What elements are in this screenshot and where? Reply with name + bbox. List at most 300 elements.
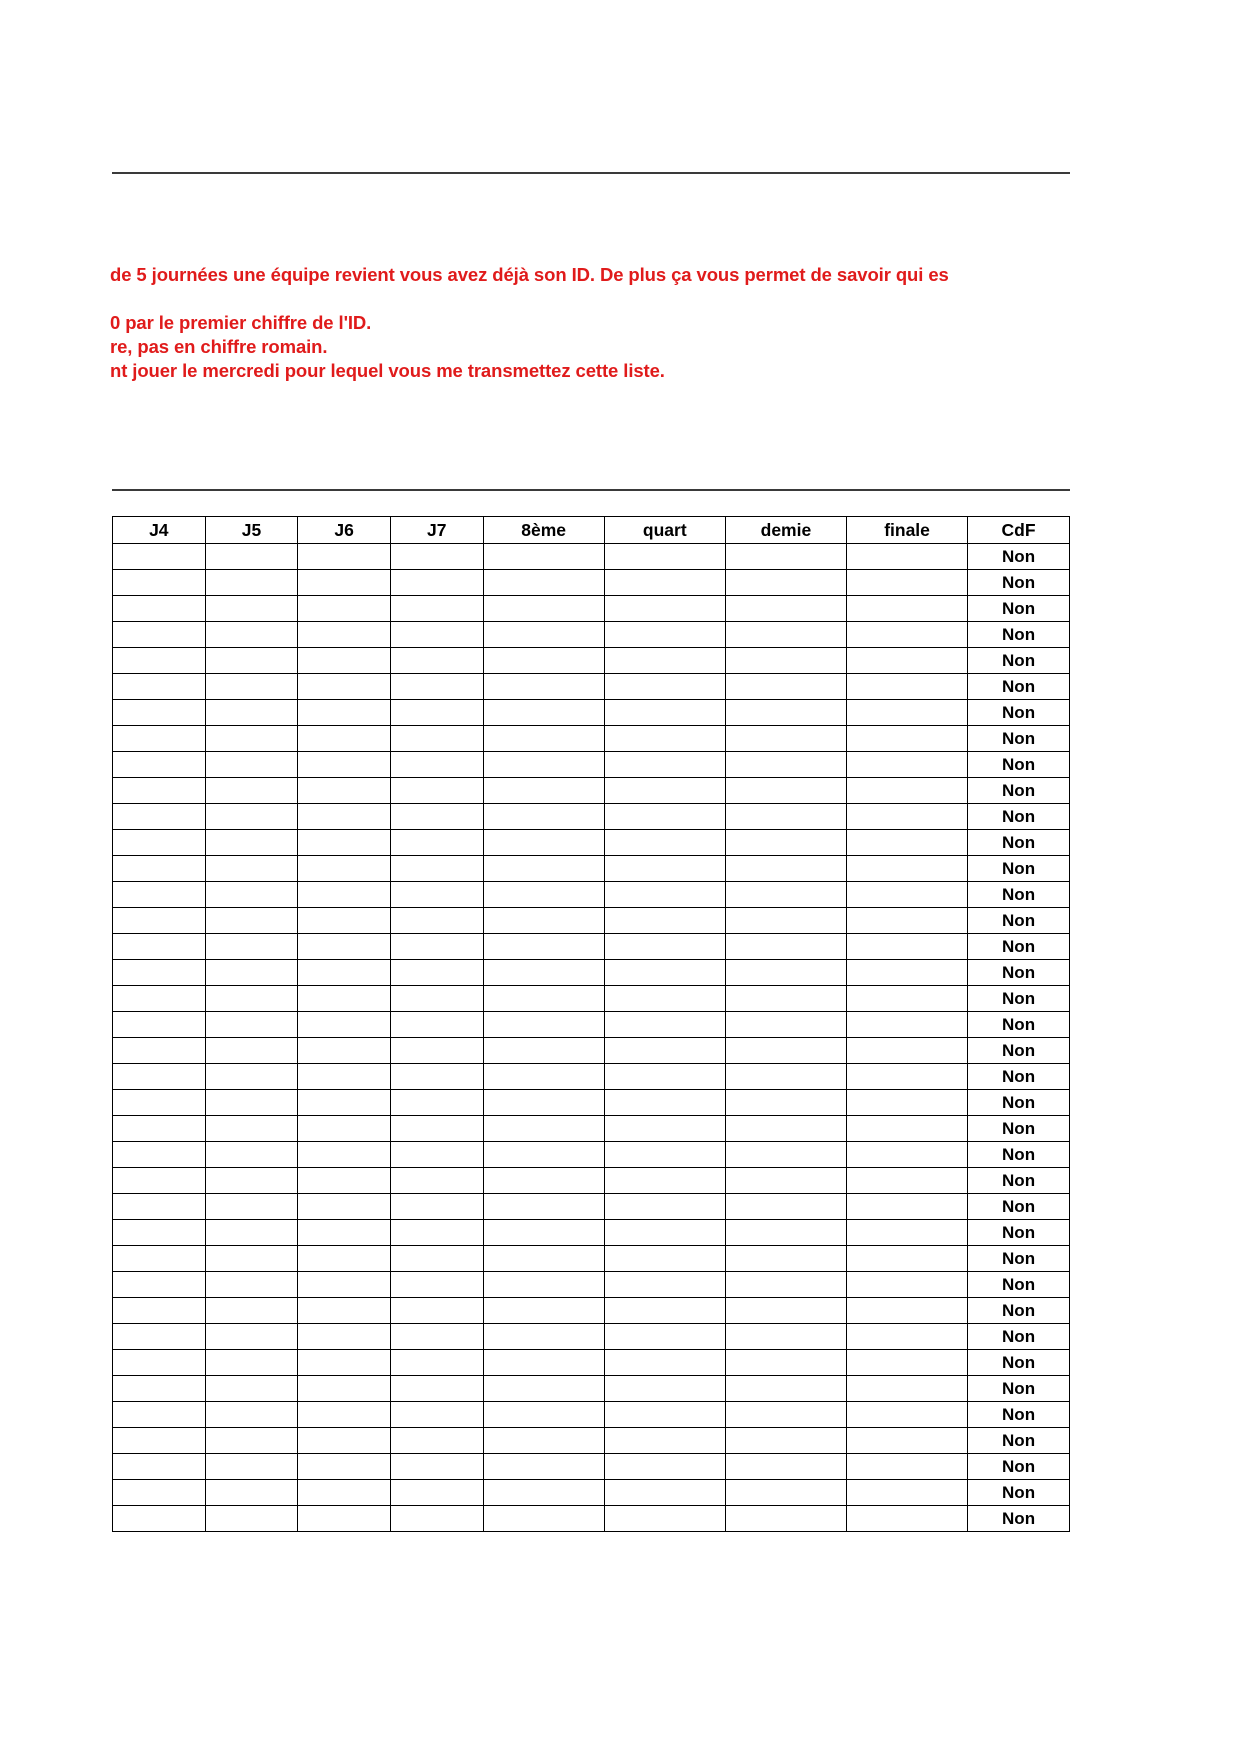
- cell-j6[interactable]: [298, 1194, 391, 1220]
- cell-finale[interactable]: [846, 1142, 967, 1168]
- cell-8-me[interactable]: [483, 960, 604, 986]
- cell-quart[interactable]: [604, 1272, 725, 1298]
- cell-8-me[interactable]: [483, 1246, 604, 1272]
- cell-demie[interactable]: [725, 544, 846, 570]
- cell-8-me[interactable]: [483, 1064, 604, 1090]
- cell-j4[interactable]: [113, 1064, 206, 1090]
- cell-finale[interactable]: [846, 1428, 967, 1454]
- cell-j5[interactable]: [205, 1064, 298, 1090]
- cell-j7[interactable]: [390, 596, 483, 622]
- cell-finale[interactable]: [846, 1064, 967, 1090]
- cell-cdf[interactable]: Non: [968, 934, 1070, 960]
- cell-j7[interactable]: [390, 960, 483, 986]
- cell-j7[interactable]: [390, 1506, 483, 1532]
- cell-cdf[interactable]: Non: [968, 830, 1070, 856]
- cell-8-me[interactable]: [483, 1428, 604, 1454]
- cell-cdf[interactable]: Non: [968, 1064, 1070, 1090]
- cell-demie[interactable]: [725, 1246, 846, 1272]
- cell-cdf[interactable]: Non: [968, 700, 1070, 726]
- cell-finale[interactable]: [846, 1038, 967, 1064]
- table-column-header-8-me[interactable]: 8ème: [483, 517, 604, 544]
- cell-j7[interactable]: [390, 908, 483, 934]
- cell-demie[interactable]: [725, 778, 846, 804]
- cell-j7[interactable]: [390, 1376, 483, 1402]
- cell-j5[interactable]: [205, 882, 298, 908]
- cell-quart[interactable]: [604, 1480, 725, 1506]
- cell-j5[interactable]: [205, 1168, 298, 1194]
- cell-j5[interactable]: [205, 1272, 298, 1298]
- cell-demie[interactable]: [725, 908, 846, 934]
- cell-8-me[interactable]: [483, 1142, 604, 1168]
- cell-j6[interactable]: [298, 1064, 391, 1090]
- cell-j7[interactable]: [390, 700, 483, 726]
- cell-quart[interactable]: [604, 726, 725, 752]
- cell-cdf[interactable]: Non: [968, 1246, 1070, 1272]
- cell-finale[interactable]: [846, 1194, 967, 1220]
- cell-8-me[interactable]: [483, 882, 604, 908]
- cell-quart[interactable]: [604, 1402, 725, 1428]
- cell-j4[interactable]: [113, 830, 206, 856]
- cell-j5[interactable]: [205, 1506, 298, 1532]
- cell-j6[interactable]: [298, 1350, 391, 1376]
- cell-j6[interactable]: [298, 1272, 391, 1298]
- cell-finale[interactable]: [846, 804, 967, 830]
- cell-j5[interactable]: [205, 830, 298, 856]
- cell-cdf[interactable]: Non: [968, 1298, 1070, 1324]
- cell-cdf[interactable]: Non: [968, 1324, 1070, 1350]
- cell-j5[interactable]: [205, 1220, 298, 1246]
- table-column-header-j7[interactable]: J7: [390, 517, 483, 544]
- cell-demie[interactable]: [725, 934, 846, 960]
- cell-quart[interactable]: [604, 1064, 725, 1090]
- table-column-header-quart[interactable]: quart: [604, 517, 725, 544]
- cell-8-me[interactable]: [483, 1402, 604, 1428]
- cell-j4[interactable]: [113, 960, 206, 986]
- cell-j5[interactable]: [205, 648, 298, 674]
- cell-8-me[interactable]: [483, 1324, 604, 1350]
- cell-finale[interactable]: [846, 1480, 967, 1506]
- cell-j5[interactable]: [205, 674, 298, 700]
- cell-j5[interactable]: [205, 544, 298, 570]
- cell-j4[interactable]: [113, 1454, 206, 1480]
- cell-j4[interactable]: [113, 1220, 206, 1246]
- cell-j4[interactable]: [113, 622, 206, 648]
- cell-j7[interactable]: [390, 986, 483, 1012]
- cell-cdf[interactable]: Non: [968, 1038, 1070, 1064]
- cell-8-me[interactable]: [483, 908, 604, 934]
- cell-quart[interactable]: [604, 622, 725, 648]
- cell-j5[interactable]: [205, 960, 298, 986]
- cell-j5[interactable]: [205, 934, 298, 960]
- cell-j5[interactable]: [205, 1298, 298, 1324]
- cell-finale[interactable]: [846, 1402, 967, 1428]
- cell-j4[interactable]: [113, 570, 206, 596]
- cell-j7[interactable]: [390, 1064, 483, 1090]
- cell-finale[interactable]: [846, 726, 967, 752]
- cell-demie[interactable]: [725, 1220, 846, 1246]
- cell-j4[interactable]: [113, 752, 206, 778]
- cell-j6[interactable]: [298, 570, 391, 596]
- cell-demie[interactable]: [725, 752, 846, 778]
- cell-j6[interactable]: [298, 882, 391, 908]
- cell-j7[interactable]: [390, 1402, 483, 1428]
- cell-j4[interactable]: [113, 882, 206, 908]
- cell-cdf[interactable]: Non: [968, 544, 1070, 570]
- cell-j4[interactable]: [113, 1194, 206, 1220]
- cell-cdf[interactable]: Non: [968, 622, 1070, 648]
- cell-j7[interactable]: [390, 1142, 483, 1168]
- cell-finale[interactable]: [846, 1220, 967, 1246]
- cell-finale[interactable]: [846, 1350, 967, 1376]
- cell-j6[interactable]: [298, 830, 391, 856]
- cell-quart[interactable]: [604, 1428, 725, 1454]
- cell-cdf[interactable]: Non: [968, 778, 1070, 804]
- cell-8-me[interactable]: [483, 700, 604, 726]
- cell-8-me[interactable]: [483, 726, 604, 752]
- cell-cdf[interactable]: Non: [968, 1350, 1070, 1376]
- cell-j6[interactable]: [298, 1298, 391, 1324]
- cell-finale[interactable]: [846, 752, 967, 778]
- cell-cdf[interactable]: Non: [968, 1272, 1070, 1298]
- cell-cdf[interactable]: Non: [968, 1168, 1070, 1194]
- cell-8-me[interactable]: [483, 1220, 604, 1246]
- cell-8-me[interactable]: [483, 1272, 604, 1298]
- cell-8-me[interactable]: [483, 1090, 604, 1116]
- cell-quart[interactable]: [604, 1350, 725, 1376]
- cell-cdf[interactable]: Non: [968, 908, 1070, 934]
- cell-j7[interactable]: [390, 1272, 483, 1298]
- cell-j6[interactable]: [298, 648, 391, 674]
- cell-j6[interactable]: [298, 856, 391, 882]
- cell-j7[interactable]: [390, 1428, 483, 1454]
- cell-demie[interactable]: [725, 804, 846, 830]
- cell-j4[interactable]: [113, 1272, 206, 1298]
- cell-demie[interactable]: [725, 1376, 846, 1402]
- cell-j4[interactable]: [113, 1428, 206, 1454]
- cell-j4[interactable]: [113, 648, 206, 674]
- cell-j5[interactable]: [205, 1012, 298, 1038]
- cell-j6[interactable]: [298, 1246, 391, 1272]
- cell-j4[interactable]: [113, 908, 206, 934]
- cell-cdf[interactable]: Non: [968, 1116, 1070, 1142]
- cell-cdf[interactable]: Non: [968, 1480, 1070, 1506]
- cell-finale[interactable]: [846, 1506, 967, 1532]
- cell-demie[interactable]: [725, 1506, 846, 1532]
- cell-8-me[interactable]: [483, 1480, 604, 1506]
- cell-j7[interactable]: [390, 1038, 483, 1064]
- cell-cdf[interactable]: Non: [968, 570, 1070, 596]
- cell-demie[interactable]: [725, 1350, 846, 1376]
- cell-j5[interactable]: [205, 726, 298, 752]
- cell-8-me[interactable]: [483, 596, 604, 622]
- cell-j5[interactable]: [205, 1454, 298, 1480]
- cell-j7[interactable]: [390, 1090, 483, 1116]
- cell-8-me[interactable]: [483, 1376, 604, 1402]
- cell-cdf[interactable]: Non: [968, 856, 1070, 882]
- cell-8-me[interactable]: [483, 856, 604, 882]
- cell-quart[interactable]: [604, 778, 725, 804]
- cell-8-me[interactable]: [483, 622, 604, 648]
- cell-j4[interactable]: [113, 1324, 206, 1350]
- cell-quart[interactable]: [604, 596, 725, 622]
- cell-j4[interactable]: [113, 1012, 206, 1038]
- cell-j5[interactable]: [205, 1038, 298, 1064]
- cell-j4[interactable]: [113, 1402, 206, 1428]
- cell-j6[interactable]: [298, 622, 391, 648]
- cell-finale[interactable]: [846, 1116, 967, 1142]
- cell-8-me[interactable]: [483, 830, 604, 856]
- cell-8-me[interactable]: [483, 1506, 604, 1532]
- cell-cdf[interactable]: Non: [968, 1142, 1070, 1168]
- cell-quart[interactable]: [604, 1012, 725, 1038]
- cell-finale[interactable]: [846, 700, 967, 726]
- cell-quart[interactable]: [604, 1246, 725, 1272]
- cell-j4[interactable]: [113, 674, 206, 700]
- cell-finale[interactable]: [846, 830, 967, 856]
- cell-j4[interactable]: [113, 700, 206, 726]
- cell-j6[interactable]: [298, 1220, 391, 1246]
- table-column-header-cdf[interactable]: CdF: [968, 517, 1070, 544]
- cell-cdf[interactable]: Non: [968, 752, 1070, 778]
- cell-j5[interactable]: [205, 752, 298, 778]
- cell-quart[interactable]: [604, 1298, 725, 1324]
- cell-j7[interactable]: [390, 544, 483, 570]
- cell-j4[interactable]: [113, 1246, 206, 1272]
- cell-demie[interactable]: [725, 1090, 846, 1116]
- cell-demie[interactable]: [725, 1272, 846, 1298]
- cell-demie[interactable]: [725, 570, 846, 596]
- cell-finale[interactable]: [846, 1454, 967, 1480]
- cell-j6[interactable]: [298, 752, 391, 778]
- cell-j7[interactable]: [390, 882, 483, 908]
- cell-quart[interactable]: [604, 960, 725, 986]
- cell-quart[interactable]: [604, 1324, 725, 1350]
- table-column-header-j6[interactable]: J6: [298, 517, 391, 544]
- cell-demie[interactable]: [725, 1428, 846, 1454]
- cell-8-me[interactable]: [483, 1116, 604, 1142]
- cell-j7[interactable]: [390, 1454, 483, 1480]
- cell-finale[interactable]: [846, 596, 967, 622]
- cell-demie[interactable]: [725, 882, 846, 908]
- cell-cdf[interactable]: Non: [968, 986, 1070, 1012]
- cell-j5[interactable]: [205, 596, 298, 622]
- cell-demie[interactable]: [725, 1012, 846, 1038]
- cell-j4[interactable]: [113, 1038, 206, 1064]
- cell-demie[interactable]: [725, 674, 846, 700]
- cell-finale[interactable]: [846, 882, 967, 908]
- cell-j6[interactable]: [298, 596, 391, 622]
- cell-j7[interactable]: [390, 1298, 483, 1324]
- cell-j7[interactable]: [390, 1220, 483, 1246]
- cell-j6[interactable]: [298, 986, 391, 1012]
- cell-j6[interactable]: [298, 544, 391, 570]
- cell-quart[interactable]: [604, 544, 725, 570]
- cell-j6[interactable]: [298, 934, 391, 960]
- cell-j5[interactable]: [205, 1194, 298, 1220]
- cell-j5[interactable]: [205, 1090, 298, 1116]
- cell-j6[interactable]: [298, 674, 391, 700]
- cell-j5[interactable]: [205, 1116, 298, 1142]
- cell-j6[interactable]: [298, 1012, 391, 1038]
- cell-quart[interactable]: [604, 908, 725, 934]
- cell-demie[interactable]: [725, 726, 846, 752]
- cell-j7[interactable]: [390, 752, 483, 778]
- cell-quart[interactable]: [604, 1506, 725, 1532]
- cell-j6[interactable]: [298, 1480, 391, 1506]
- cell-j5[interactable]: [205, 778, 298, 804]
- cell-quart[interactable]: [604, 1142, 725, 1168]
- cell-8-me[interactable]: [483, 1038, 604, 1064]
- cell-j7[interactable]: [390, 1350, 483, 1376]
- cell-demie[interactable]: [725, 986, 846, 1012]
- cell-8-me[interactable]: [483, 1168, 604, 1194]
- cell-j5[interactable]: [205, 986, 298, 1012]
- cell-j4[interactable]: [113, 934, 206, 960]
- cell-j5[interactable]: [205, 856, 298, 882]
- cell-8-me[interactable]: [483, 1194, 604, 1220]
- cell-j4[interactable]: [113, 856, 206, 882]
- cell-j5[interactable]: [205, 1350, 298, 1376]
- cell-finale[interactable]: [846, 934, 967, 960]
- cell-quart[interactable]: [604, 934, 725, 960]
- cell-j4[interactable]: [113, 1090, 206, 1116]
- cell-finale[interactable]: [846, 674, 967, 700]
- cell-j4[interactable]: [113, 986, 206, 1012]
- cell-j5[interactable]: [205, 570, 298, 596]
- cell-finale[interactable]: [846, 1168, 967, 1194]
- cell-j7[interactable]: [390, 830, 483, 856]
- cell-j5[interactable]: [205, 804, 298, 830]
- cell-8-me[interactable]: [483, 752, 604, 778]
- cell-j7[interactable]: [390, 1194, 483, 1220]
- cell-8-me[interactable]: [483, 648, 604, 674]
- cell-j4[interactable]: [113, 596, 206, 622]
- cell-j7[interactable]: [390, 1324, 483, 1350]
- cell-8-me[interactable]: [483, 778, 604, 804]
- cell-8-me[interactable]: [483, 674, 604, 700]
- cell-j5[interactable]: [205, 1246, 298, 1272]
- cell-j7[interactable]: [390, 648, 483, 674]
- cell-cdf[interactable]: Non: [968, 1454, 1070, 1480]
- cell-j7[interactable]: [390, 934, 483, 960]
- cell-finale[interactable]: [846, 570, 967, 596]
- cell-demie[interactable]: [725, 1116, 846, 1142]
- cell-cdf[interactable]: Non: [968, 1506, 1070, 1532]
- cell-quart[interactable]: [604, 856, 725, 882]
- cell-finale[interactable]: [846, 908, 967, 934]
- cell-demie[interactable]: [725, 1142, 846, 1168]
- cell-j4[interactable]: [113, 544, 206, 570]
- cell-j4[interactable]: [113, 1168, 206, 1194]
- cell-j4[interactable]: [113, 726, 206, 752]
- cell-cdf[interactable]: Non: [968, 1220, 1070, 1246]
- cell-cdf[interactable]: Non: [968, 1012, 1070, 1038]
- cell-finale[interactable]: [846, 856, 967, 882]
- cell-j6[interactable]: [298, 1142, 391, 1168]
- cell-8-me[interactable]: [483, 986, 604, 1012]
- cell-cdf[interactable]: Non: [968, 1428, 1070, 1454]
- cell-cdf[interactable]: Non: [968, 596, 1070, 622]
- cell-j7[interactable]: [390, 804, 483, 830]
- cell-cdf[interactable]: Non: [968, 1402, 1070, 1428]
- cell-j5[interactable]: [205, 1402, 298, 1428]
- cell-finale[interactable]: [846, 778, 967, 804]
- cell-quart[interactable]: [604, 986, 725, 1012]
- cell-demie[interactable]: [725, 1168, 846, 1194]
- cell-quart[interactable]: [604, 752, 725, 778]
- cell-j5[interactable]: [205, 622, 298, 648]
- cell-finale[interactable]: [846, 1298, 967, 1324]
- cell-quart[interactable]: [604, 1220, 725, 1246]
- cell-quart[interactable]: [604, 882, 725, 908]
- cell-cdf[interactable]: Non: [968, 1376, 1070, 1402]
- cell-demie[interactable]: [725, 648, 846, 674]
- cell-cdf[interactable]: Non: [968, 726, 1070, 752]
- cell-demie[interactable]: [725, 622, 846, 648]
- cell-j5[interactable]: [205, 1324, 298, 1350]
- cell-j5[interactable]: [205, 1480, 298, 1506]
- cell-finale[interactable]: [846, 1376, 967, 1402]
- table-column-header-j5[interactable]: J5: [205, 517, 298, 544]
- cell-8-me[interactable]: [483, 804, 604, 830]
- cell-quart[interactable]: [604, 1038, 725, 1064]
- cell-quart[interactable]: [604, 674, 725, 700]
- cell-j5[interactable]: [205, 1428, 298, 1454]
- cell-cdf[interactable]: Non: [968, 804, 1070, 830]
- cell-finale[interactable]: [846, 986, 967, 1012]
- cell-cdf[interactable]: Non: [968, 882, 1070, 908]
- cell-finale[interactable]: [846, 960, 967, 986]
- cell-cdf[interactable]: Non: [968, 674, 1070, 700]
- cell-8-me[interactable]: [483, 1454, 604, 1480]
- cell-j6[interactable]: [298, 1402, 391, 1428]
- cell-cdf[interactable]: Non: [968, 1194, 1070, 1220]
- cell-j4[interactable]: [113, 1480, 206, 1506]
- cell-j5[interactable]: [205, 700, 298, 726]
- cell-j6[interactable]: [298, 1376, 391, 1402]
- cell-j6[interactable]: [298, 1324, 391, 1350]
- cell-j5[interactable]: [205, 1142, 298, 1168]
- cell-finale[interactable]: [846, 1324, 967, 1350]
- cell-finale[interactable]: [846, 648, 967, 674]
- cell-j7[interactable]: [390, 570, 483, 596]
- cell-j4[interactable]: [113, 778, 206, 804]
- cell-j6[interactable]: [298, 960, 391, 986]
- cell-cdf[interactable]: Non: [968, 960, 1070, 986]
- cell-j6[interactable]: [298, 908, 391, 934]
- cell-j7[interactable]: [390, 1246, 483, 1272]
- cell-j6[interactable]: [298, 1090, 391, 1116]
- cell-quart[interactable]: [604, 804, 725, 830]
- cell-finale[interactable]: [846, 1012, 967, 1038]
- cell-quart[interactable]: [604, 1454, 725, 1480]
- cell-8-me[interactable]: [483, 1350, 604, 1376]
- cell-demie[interactable]: [725, 830, 846, 856]
- cell-quart[interactable]: [604, 1116, 725, 1142]
- cell-j6[interactable]: [298, 726, 391, 752]
- cell-j7[interactable]: [390, 674, 483, 700]
- cell-j5[interactable]: [205, 1376, 298, 1402]
- cell-8-me[interactable]: [483, 544, 604, 570]
- cell-j7[interactable]: [390, 726, 483, 752]
- cell-j4[interactable]: [113, 1142, 206, 1168]
- cell-j7[interactable]: [390, 1116, 483, 1142]
- cell-cdf[interactable]: Non: [968, 648, 1070, 674]
- cell-8-me[interactable]: [483, 1298, 604, 1324]
- cell-j4[interactable]: [113, 1116, 206, 1142]
- cell-demie[interactable]: [725, 1298, 846, 1324]
- cell-demie[interactable]: [725, 1324, 846, 1350]
